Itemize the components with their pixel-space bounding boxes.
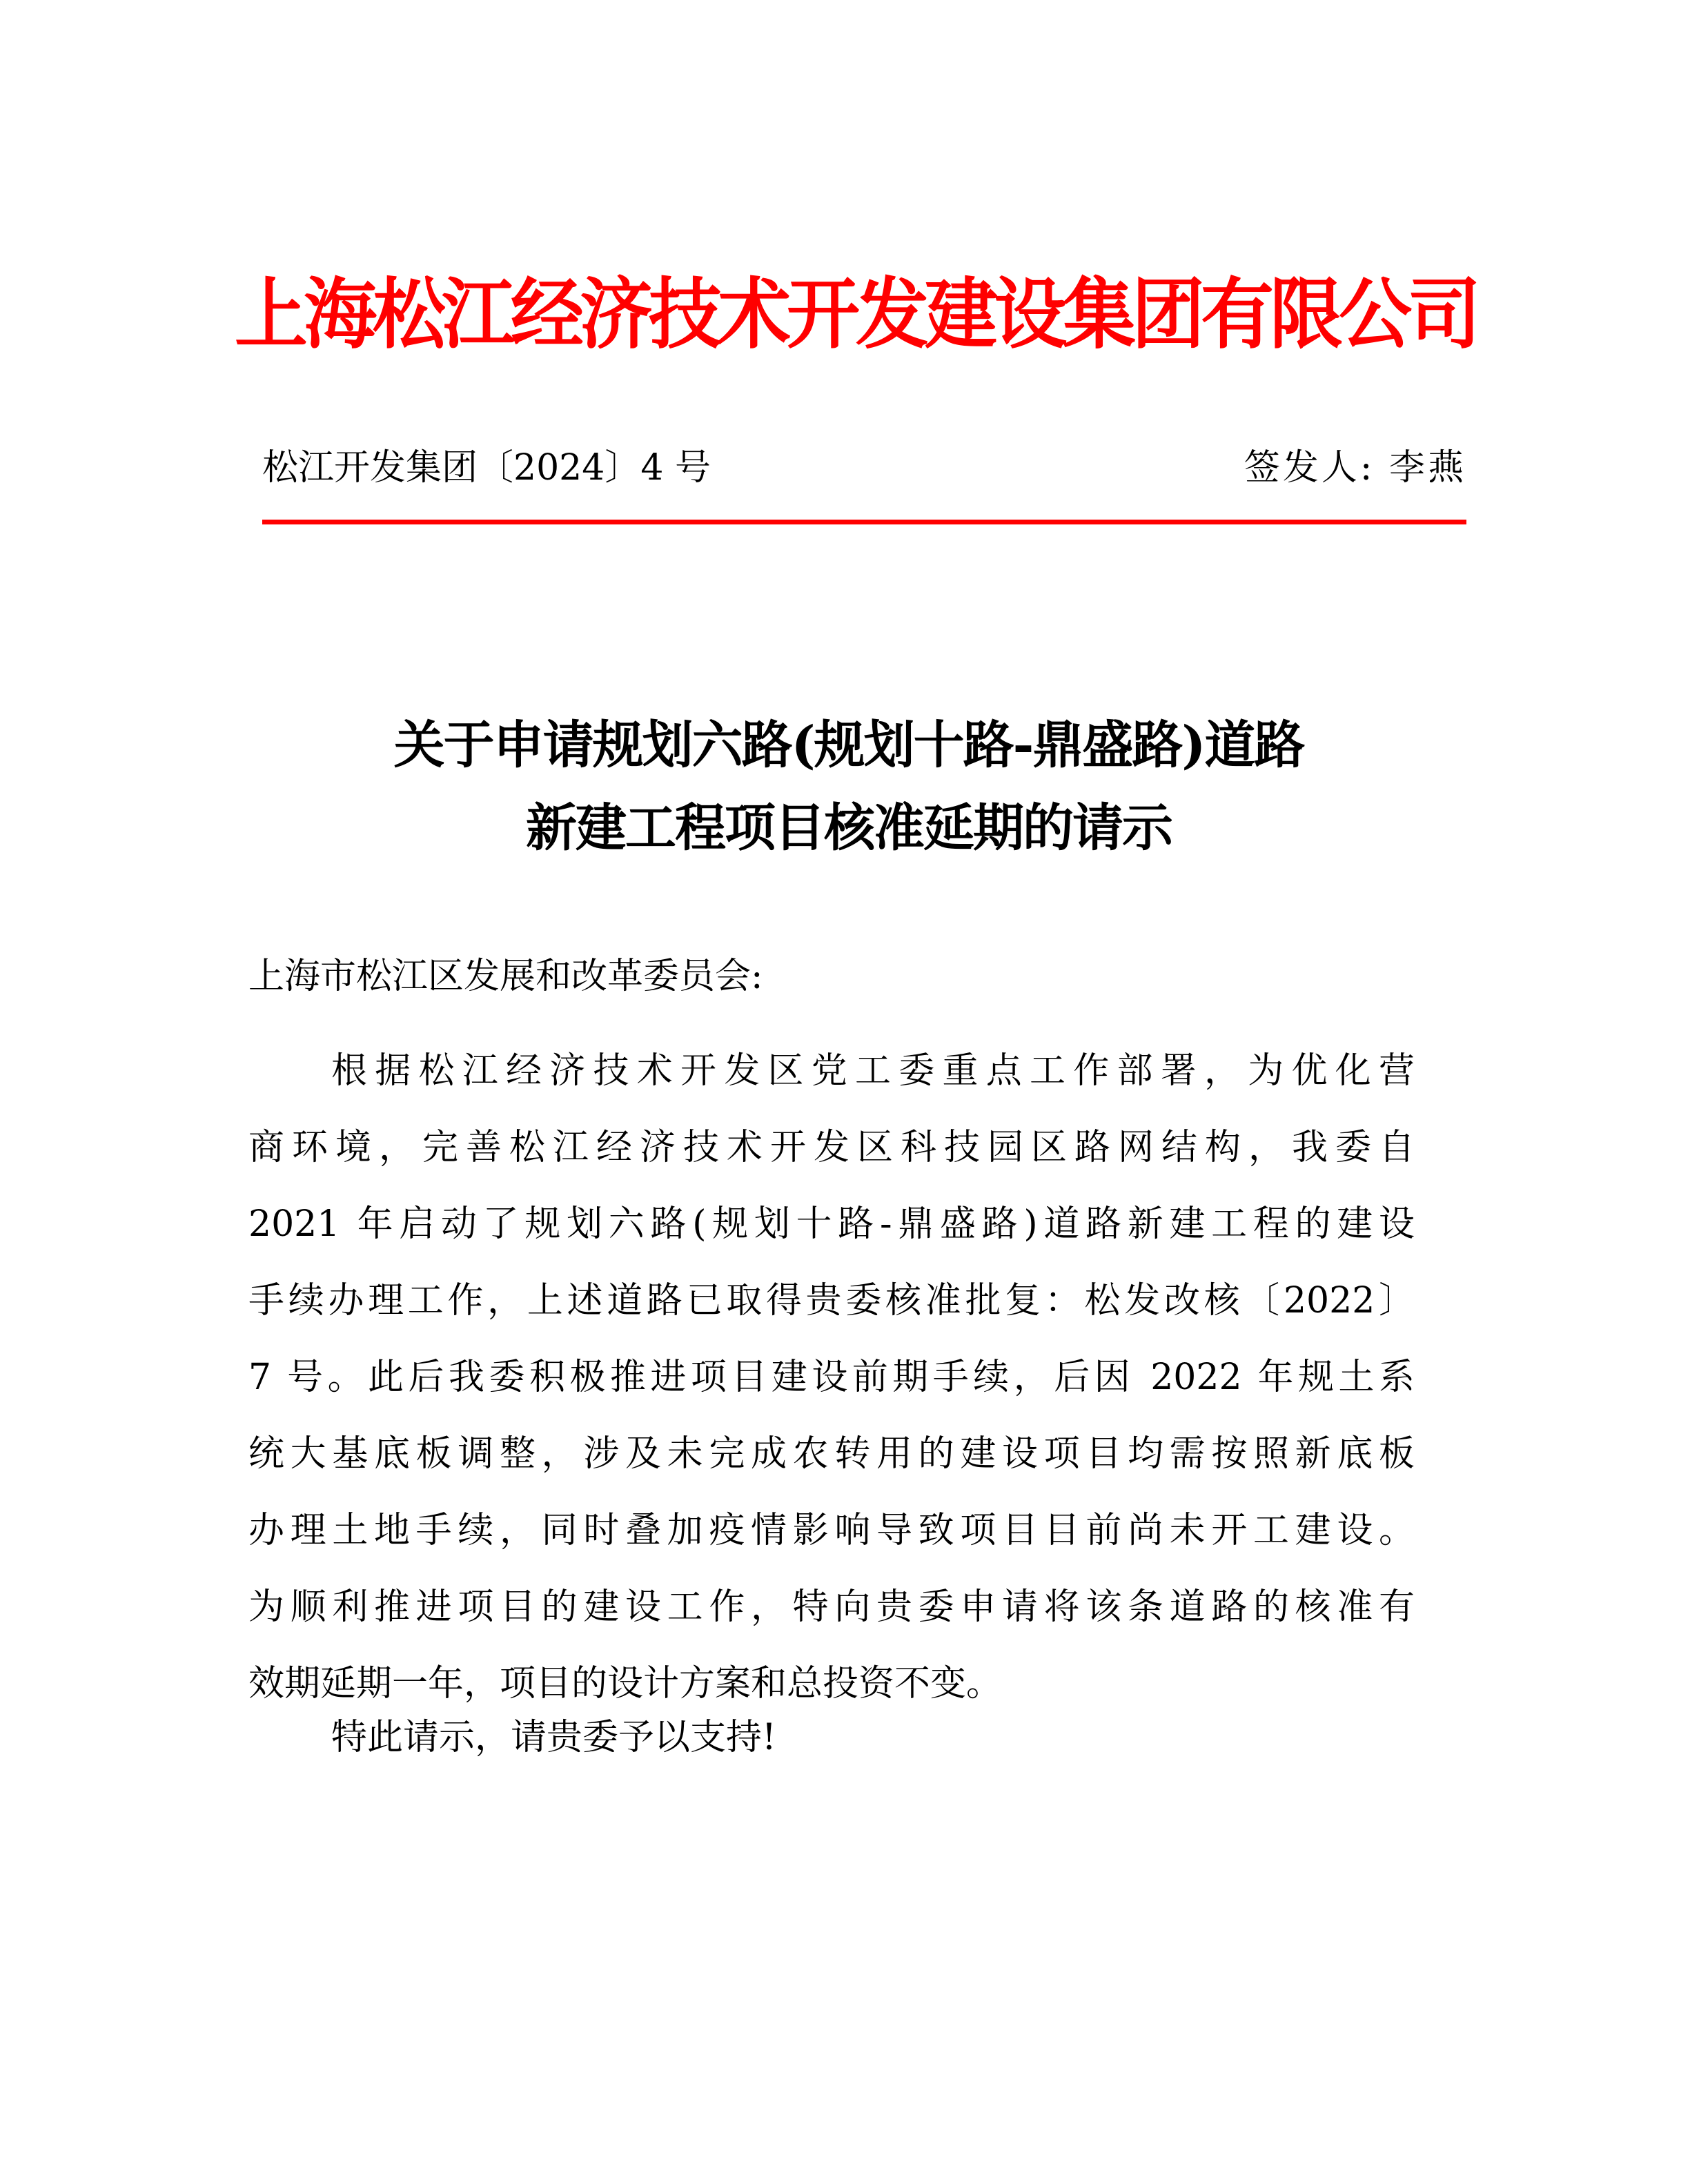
body-line: 办理土地手续，同时叠加疫情影响导致项目目前尚未开工建设。 (248, 1510, 1415, 1551)
red-separator-line (262, 520, 1466, 524)
body-line: 统大基底板调整，涉及未完成农转用的建设项目均需按照新底板 (248, 1433, 1415, 1475)
body-line: 效期延期一年，项目的设计方案和总投资不变。 (248, 1663, 1003, 1704)
document-title-line-2: 新建工程项目核准延期的请示 (526, 798, 1172, 858)
body-line: 7 号。此后我委积极推进项目建设前期手续，后因 2022 年规土系 (248, 1357, 1415, 1398)
body-line: 商环境，完善松江经济技术开发区科技园区路网结构，我委自 (248, 1127, 1415, 1168)
body-line: 根据松江经济技术开发区党工委重点工作部署，为优化营 (331, 1050, 1415, 1092)
organization-letterhead: 上海松江经济技术开发建设集团有限公司 (235, 268, 1477, 360)
body-line: 为顺利推进项目的建设工作，特向贵委申请将该条道路的核准有 (248, 1586, 1415, 1628)
body-line: 2021 年启动了规划六路(规划十路-鼎盛路)道路新建工程的建设 (248, 1203, 1415, 1245)
issuer-name: 李燕 (1388, 447, 1466, 489)
document-meta-row (262, 447, 1466, 489)
body-paragraph (248, 1033, 1415, 1722)
document-title-line-1: 关于申请规划六路(规划十路-鼎盛路)道路 (393, 716, 1304, 775)
closing-statement: 特此请示，请贵委予以支持! (331, 1717, 776, 1758)
document-number: 松江开发集团〔2024〕4 号 (262, 447, 711, 489)
addressee: 上海市松江区发展和改革委员会: (248, 956, 763, 997)
issuer (1244, 447, 1466, 489)
document-title (235, 704, 1463, 869)
issuer-label: 签发人: (1244, 447, 1375, 489)
body-line: 手续办理工作，上述道路已取得贵委核准批复：松发改核〔2022〕 (248, 1280, 1415, 1321)
